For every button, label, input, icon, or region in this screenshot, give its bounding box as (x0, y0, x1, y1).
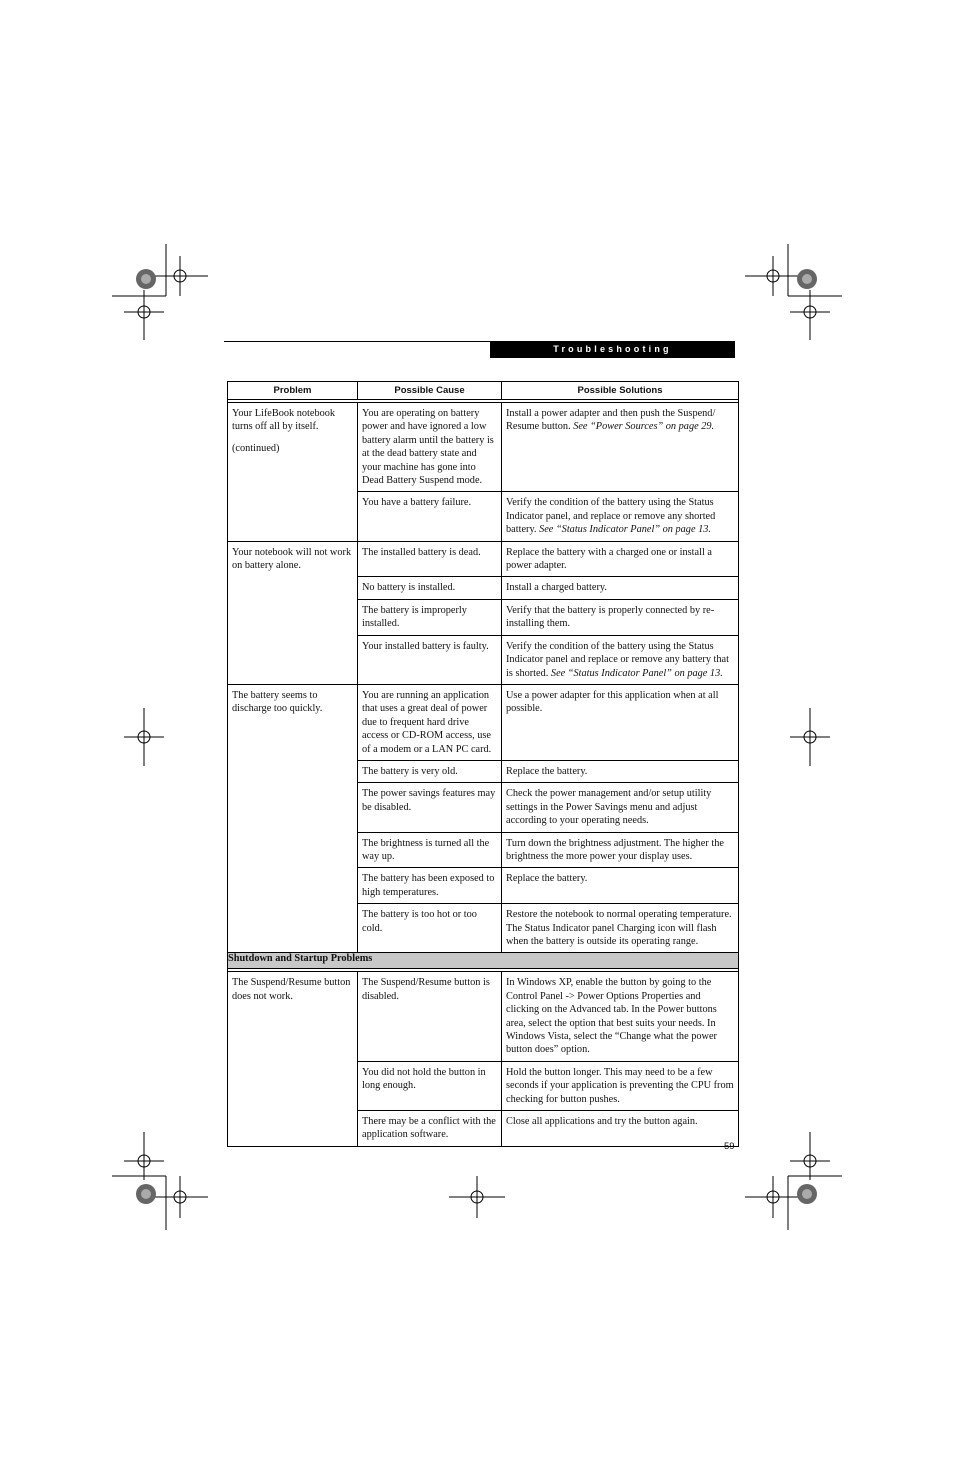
cause-cell (358, 684, 502, 760)
solution-body: Check the power management and/or setup utility settings in the Power Savings menu and adjust according to your operating needs. (506, 788, 712, 827)
solution-cell (502, 904, 739, 953)
problem-cell (228, 541, 358, 684)
cause-cell (358, 904, 502, 953)
cause-text: No battery is installed. (362, 582, 456, 594)
section-heading-row (228, 953, 739, 969)
problem-note: (continued) (232, 442, 280, 454)
solution-reference: See “Power Sources” on page 29. (573, 421, 715, 433)
cause-text: The battery has been exposed to high temperatures. (362, 873, 495, 898)
cause-text: The battery is very old. (362, 765, 458, 777)
solution-body: Replace the battery. (506, 765, 588, 777)
solution-body: Replace the battery. (506, 873, 588, 885)
table-header-row (228, 382, 739, 400)
solution-text (502, 492, 738, 540)
troubleshooting-table (227, 381, 739, 1147)
solution-text (502, 1111, 738, 1132)
solution-body: Install a charged battery. (506, 582, 607, 594)
cause-text: Your installed battery is faulty. (362, 640, 489, 652)
solution-cell (502, 1061, 739, 1110)
solution-body: Hold the button longer. This may need to be a few seconds if your application is preventing the CPU from checking for button pushes. (506, 1066, 734, 1105)
solution-text (502, 636, 738, 684)
solution-cell (502, 1111, 739, 1147)
solution-cell (502, 972, 739, 1061)
table-row (228, 403, 739, 492)
column-header-cause: Possible Cause (358, 382, 502, 400)
table-row (228, 972, 739, 1061)
section-header-bar: Troubleshooting (490, 341, 735, 358)
solution-text (502, 577, 738, 598)
cause-text: The power savings features may be disabled. (362, 788, 496, 813)
solution-reference: See “Status Indicator Panel” on page 13. (550, 667, 723, 679)
solution-text (502, 783, 738, 831)
cause-text: The battery is too hot or too cold. (362, 909, 477, 934)
solution-text (502, 972, 738, 1060)
solution-body: In Windows XP, enable the button by going to the Control Panel -> Power Options Properties and clicking on the Advanced tab. In the Power buttons area, select the option that best suits your needs. In Windows Vista, select the “Change what the power button does” option. (506, 977, 717, 1056)
solution-cell (502, 577, 739, 599)
solution-cell (502, 783, 739, 832)
solution-cell (502, 541, 739, 577)
column-header-problem: Problem (228, 382, 358, 400)
table-row (228, 541, 739, 577)
solution-body: Verify the condition of the battery using the Status Indicator panel, and replace or remove any shorted battery. (506, 497, 716, 536)
solution-body: Restore the notebook to normal operating temperature. The Status Indicator panel Charging icon will flash when the battery is outside its operating range. (506, 909, 732, 947)
cause-cell (358, 635, 502, 684)
solution-text (502, 685, 738, 720)
solution-cell (502, 684, 739, 760)
cause-text: The brightness is turned all the way up. (362, 837, 490, 862)
page-number: 59 (724, 1141, 735, 1152)
cause-text: There may be a conflict with the application software. (362, 1116, 496, 1141)
problem-text: The Suspend/Resume button does not work. (232, 977, 351, 1002)
solution-reference: See “Status Indicator Panel” on page 13. (539, 524, 711, 536)
problem-cell (228, 972, 358, 1146)
cause-cell (358, 760, 502, 782)
cause-text: You did not hold the button in long enough. (362, 1066, 486, 1092)
solution-text (502, 542, 738, 577)
cause-cell (358, 1111, 502, 1147)
solution-body: Use a power adapter for this application when at all possible. (506, 689, 719, 715)
solution-body: Verify that the battery is properly connected by re-installing them. (506, 604, 715, 630)
cause-cell (358, 599, 502, 635)
problem-text: The battery seems to discharge too quickly. (232, 689, 323, 715)
cause-cell (358, 783, 502, 832)
table-row (228, 684, 739, 760)
cause-text: The installed battery is dead. (362, 546, 481, 558)
problem-cell (228, 684, 358, 953)
solution-text (502, 904, 738, 952)
cause-cell (358, 832, 502, 868)
solution-cell (502, 832, 739, 868)
column-header-solutions: Possible Solutions (502, 382, 739, 400)
cause-cell (358, 577, 502, 599)
solution-body: Install a power adapter and then push the Suspend/ Resume button. (506, 408, 716, 433)
solution-cell (502, 492, 739, 541)
solution-body: Turn down the brightness adjustment. The higher the brightness the more power your display uses. (506, 837, 724, 862)
section-heading: Shutdown and Startup Problems (228, 953, 739, 969)
cause-text: You are running an application that uses a great deal of power due to frequent hard drive access or CD-ROM access, use of a modem or a LAN PC card. (362, 689, 492, 755)
solution-body: Close all applications and try the button again. (506, 1116, 698, 1128)
solution-text (502, 600, 738, 635)
cause-cell (358, 492, 502, 541)
solution-text (502, 1062, 738, 1110)
solution-cell (502, 403, 739, 492)
cause-text: The battery is improperly installed. (362, 604, 467, 630)
solution-cell (502, 760, 739, 782)
solution-text (502, 761, 738, 782)
solution-text (502, 833, 738, 868)
cause-cell (358, 972, 502, 1061)
problem-text: Your LifeBook notebook turns off all by itself. (232, 408, 336, 433)
problem-text: Your notebook will not work on battery alone. (232, 546, 352, 572)
cause-text: You have a battery failure. (362, 497, 472, 509)
solution-body: Verify the condition of the battery using the Status Indicator panel and replace or remove any battery that is shorted. (506, 640, 729, 679)
solution-text (502, 403, 738, 438)
solution-cell (502, 868, 739, 904)
cause-cell (358, 1061, 502, 1110)
cause-text: You are operating on battery power and have ignored a low battery alarm until the battery is at the dead battery state and your machine has gone into Dead Battery Suspend mode. (362, 408, 494, 487)
cause-cell (358, 868, 502, 904)
cause-cell (358, 541, 502, 577)
solution-cell (502, 635, 739, 684)
cause-text: The Suspend/Resume button is disabled. (362, 977, 490, 1002)
header-rule (224, 341, 490, 342)
problem-cell (228, 403, 358, 542)
solution-text (502, 868, 738, 889)
solution-body: Replace the battery with a charged one or install a power adapter. (506, 546, 712, 572)
table-body (228, 400, 739, 1147)
solution-cell (502, 599, 739, 635)
cause-cell (358, 403, 502, 492)
